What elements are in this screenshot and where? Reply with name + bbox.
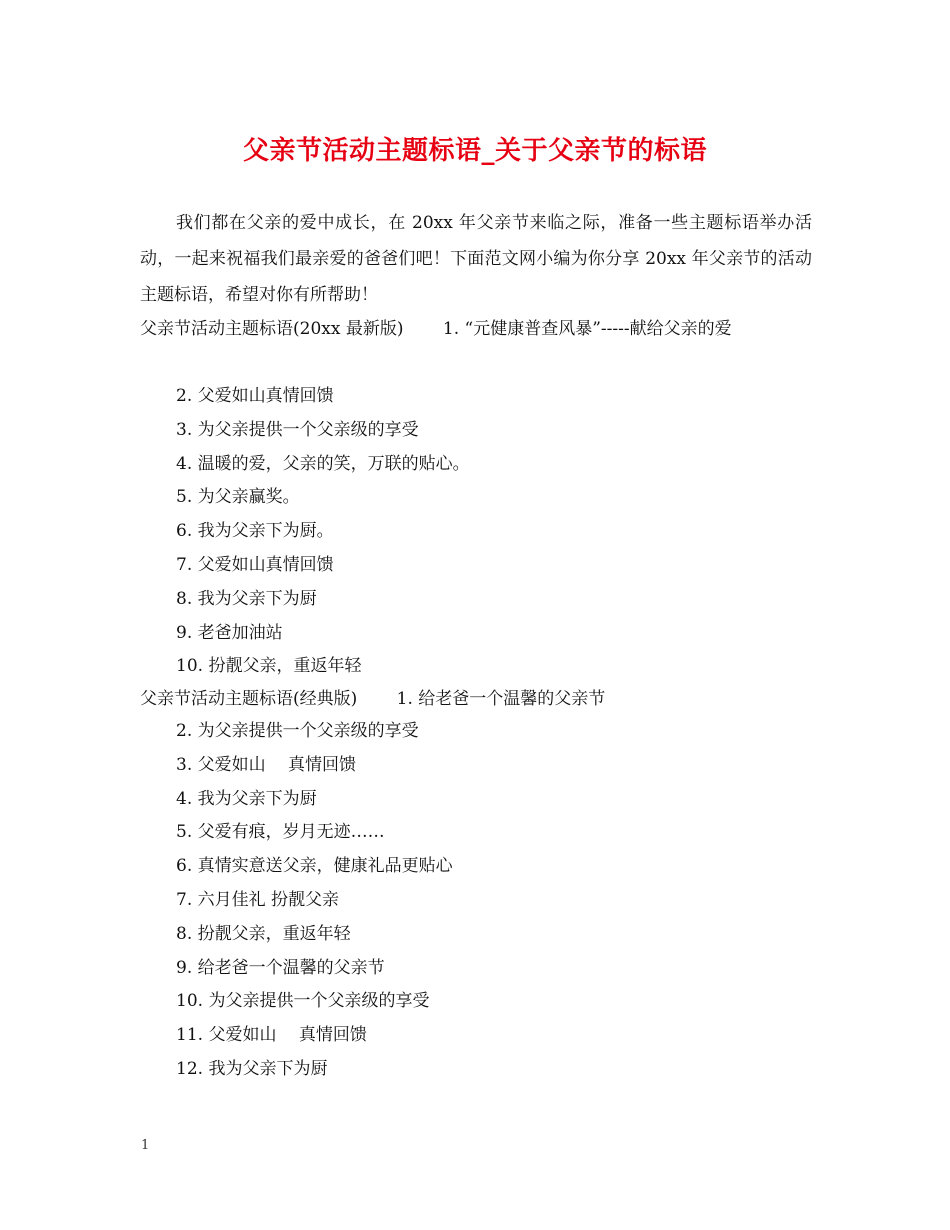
list-item: 5. 为父亲赢奖。 [176,487,300,508]
list-item: 4. 我为父亲下为厨 [176,788,317,809]
intro-paragraph: 我们都在父亲的爱中成长，在 20xx 年父亲节来临之际，准备一些主题标语举办活动，一起来祝福我们最亲爱的爸爸们吧！下面范文网小编为你分享 20xx 年父亲节的活动主题标语，希望对你有所帮助！ [140,213,812,305]
list-item: 6. 我为父亲下为厨。 [176,521,334,542]
list-item: 4. 温暖的爱，父亲的笑，万联的贴心。 [176,453,470,474]
page-number: 1 [141,1138,150,1153]
list-item: 2. 为父亲提供一个父亲级的享受 [176,721,419,741]
section-heading-latest: 父亲节活动主题标语(20xx 最新版) 1. “元健康普查风暴”-----献给父亲的爱 [140,319,732,339]
section-heading-classic: 父亲节活动主题标语(经典版) 1. 给老爸一个温馨的父亲节 [140,689,606,709]
list-item: 7. 六月佳礼 扮靓父亲 [176,889,340,910]
list-item: 3. 为父亲提供一个父亲级的享受 [176,419,419,440]
list-item: 12. 我为父亲下为厨 [176,1058,328,1079]
list-item: 10. 为父亲提供一个父亲级的享受 [176,991,430,1012]
list-item: 5. 父爱有痕，岁月无迹…… [176,822,385,843]
list-item: 7. 父爱如山真情回馈 [176,554,334,575]
slogan-list-classic [176,715,453,1087]
list-item: 3. 父爱如山 真情回馈 [176,754,357,775]
page-title: 父亲节活动主题标语_关于父亲节的标语 [242,136,707,166]
list-item: 8. 我为父亲下为厨 [176,588,317,609]
list-item: 11. 父爱如山 真情回馈 [176,1025,367,1046]
list-item: 10. 扮靓父亲，重返年轻 [176,656,362,677]
slogan-list-latest [176,380,470,684]
list-item: 2. 父爱如山真情回馈 [176,386,334,406]
list-item: 9. 给老爸一个温馨的父亲节 [176,957,385,978]
list-item: 6. 真情实意送父亲，健康礼品更贴心 [176,856,453,877]
list-item: 9. 老爸加油站 [176,622,283,643]
list-item: 8. 扮靓父亲，重返年轻 [176,923,351,944]
